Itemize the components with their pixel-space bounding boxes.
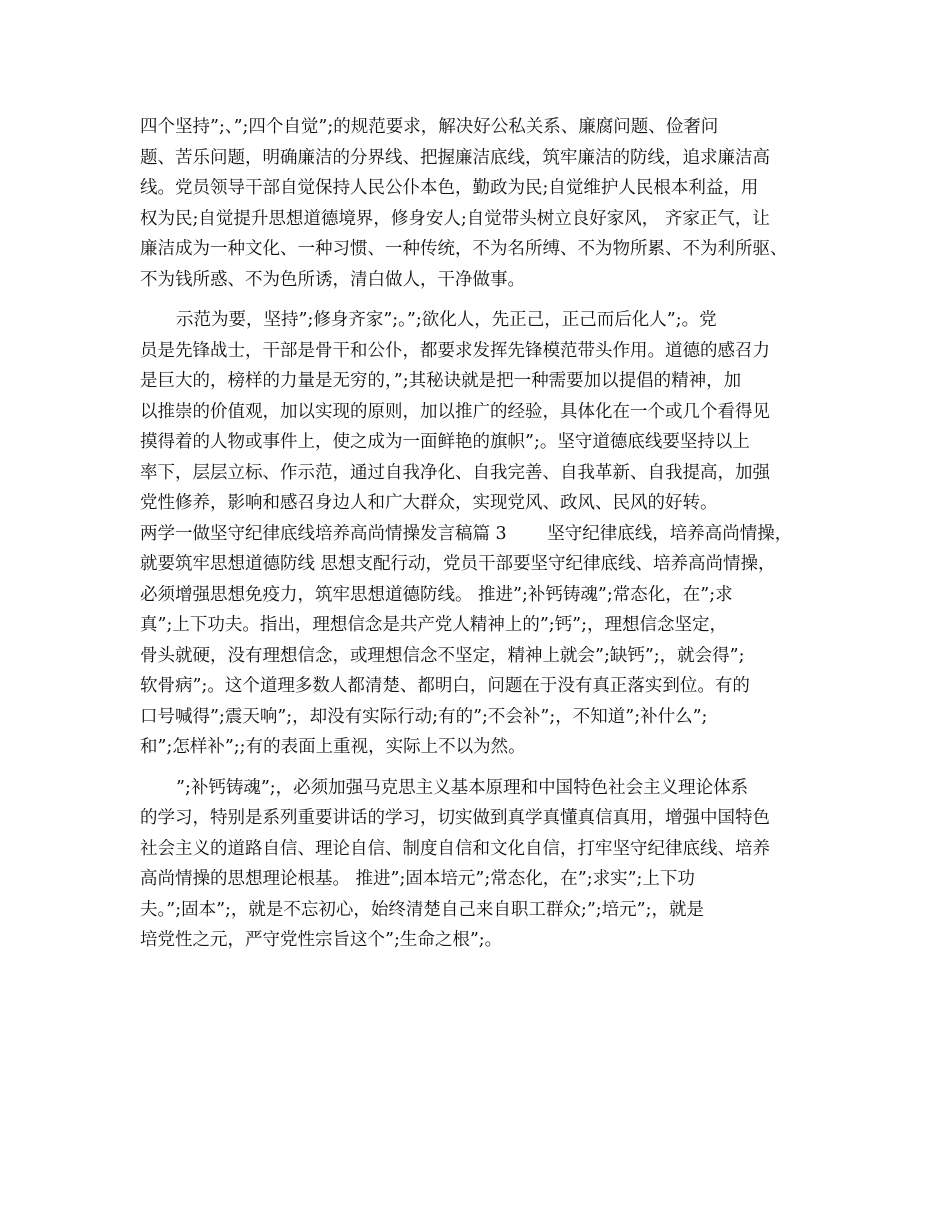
text-line: 廉洁成为一种文化、一种习惯、一种传统，不为名所缚、不为物所累、不为利所驱、 <box>140 239 788 259</box>
text-line: 和”;怎样补”;;有的表面上重视，实际上不以为然。 <box>140 737 526 757</box>
paragraph-speech-part-3 <box>140 519 820 763</box>
document-page <box>140 112 820 956</box>
text-line: 是巨大的，榜样的力量是无穷的，”;其秘诀就是把一种需要加以提倡的精神，加 <box>140 371 742 391</box>
text-line: 骨头就硬，没有理想信念，或理想信念不坚定，精神上就会”;缺钙”;，就会得”; <box>140 645 745 666</box>
text-line: 以推崇的价值观，加以实现的原则，加以推广的经验，具体化在一个或几个看得见 <box>140 401 770 422</box>
text-line: 高尚情操的思想理论根基。 推进”;固本培元”;常态化，在”;求实”;上下功 <box>140 869 695 889</box>
text-line: 员是先锋战士，干部是骨干和公仆，都要求发挥先锋模范带头作用。道德的感召力 <box>140 340 770 361</box>
text-line: 软骨病”;。这个道理多数人都清楚、都明白，问题在于没有真正落实到位。有的 <box>140 676 750 696</box>
text-line: 必须增强思想免疫力，筑牢思想道德防线。 推进”;补钙铸魂”;常态化，在”;求 <box>140 584 733 605</box>
text-line: 权为民;自觉提升思想道德境界，修身安人;自觉带头树立良好家风， 齐家正气，让 <box>140 208 770 229</box>
text-line: 两学一做坚守纪律底线培养高尚情操发言稿篇 3 坚守纪律底线，培养高尚情操， <box>140 523 793 544</box>
text-line: 摸得着的人物或事件上，使之成为一面鲜艳的旗帜”;。坚守道德底线要坚持以上 <box>140 432 750 452</box>
text-line: 线。党员领导干部自觉保持人民公仆本色，勤政为民;自觉维护人民根本利益，用 <box>140 178 759 198</box>
text-line: 率下，层层立标、作示范，通过自我净化、自我完善、自我革新、自我提高，加强 <box>140 462 770 483</box>
paragraph-role-model <box>140 305 820 519</box>
paragraph-spacer <box>140 763 820 773</box>
paragraph-spacer <box>140 295 820 305</box>
text-line: 培党性之元，严守党性宗旨这个”;生命之根”;。 <box>140 930 503 950</box>
text-line: 真”;上下功夫。指出，理想信念是共产党人精神上的”;钙”;，理想信念坚定， <box>140 615 728 635</box>
paragraph-strengthen-foundation <box>140 773 820 956</box>
text-line: 的学习，特别是系列重要讲话的学习，切实做到真学真懂真信真用，增强中国特色 <box>140 808 770 828</box>
text-line: 夫。”;固本”;，就是不忘初心，始终清楚自己来自职工群众;”;培元”;，就是 <box>140 899 705 920</box>
text-line: 社会主义的道路自信、理论自信、制度自信和文化自信，打牢坚守纪律底线、培养 <box>140 838 770 859</box>
text-line: 不为钱所惑、不为色所诱，清白做人，干净做事。 <box>140 269 525 290</box>
text-line: ”;补钙铸魂”;，必须加强马克思主义基本原理和中国特色社会主义理论体系 <box>176 777 749 798</box>
paragraph-clean-governance <box>140 112 820 295</box>
text-line: 四个坚持”;、”;四个自觉”;的规范要求，解决好公私关系、廉腐问题、俭奢问 <box>140 117 719 137</box>
text-line: 就要筑牢思想道德防线 思想支配行动，党员干部要坚守纪律底线、培养高尚情操， <box>140 554 776 574</box>
text-line: 口号喊得”;震天响”;，却没有实际行动;有的”;不会补”;，不知道”;补什么”; <box>140 706 708 727</box>
text-line: 示范为要，坚持”;修身齐家”;。”;欲化人，先正己，正己而后化人”;。党 <box>176 310 717 330</box>
text-line: 党性修养，影响和感召身边人和广大群众，实现党风、政风、民风的好转。 <box>140 493 718 513</box>
text-line: 题、苦乐问题，明确廉洁的分界线、把握廉洁底线，筑牢廉洁的防线，追求廉洁高 <box>140 147 770 168</box>
